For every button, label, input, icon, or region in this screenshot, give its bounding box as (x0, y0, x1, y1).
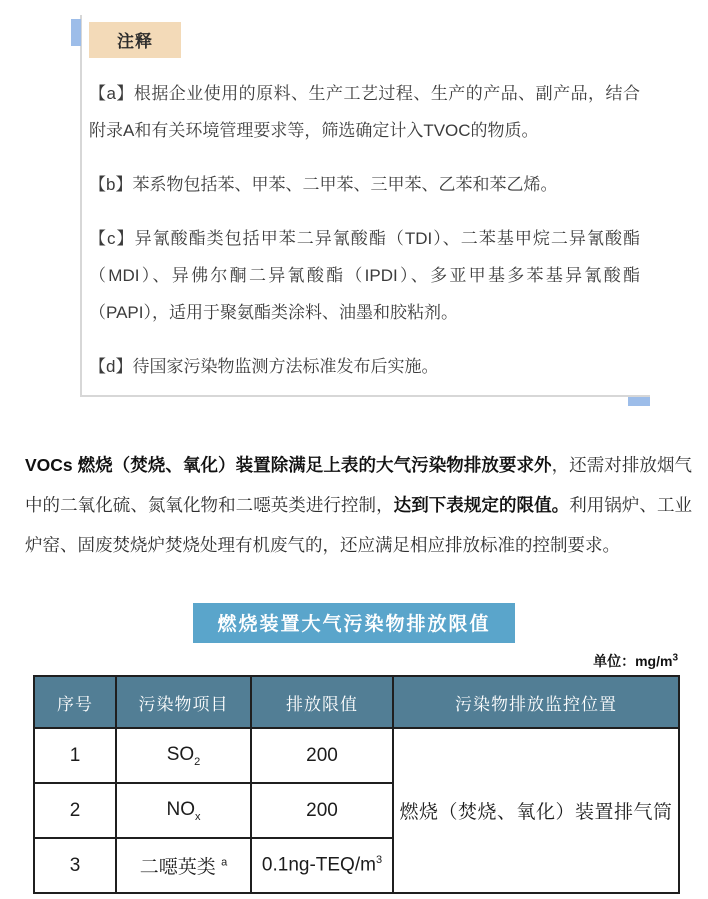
note-item-a (89, 75, 640, 149)
paragraph-bold-limit: 达到下表规定的限值。 (393, 495, 570, 515)
note-item-d (89, 348, 640, 385)
pollutant-subscript: 2 (194, 755, 201, 768)
cell-no-1: 1 (34, 728, 116, 783)
unit-superscript: 3 (672, 652, 678, 664)
cell-monitoring-location: 燃烧（焚烧、氧化）装置排气筒 (393, 728, 679, 893)
cell-no-3: 3 (34, 838, 116, 893)
pollutant-subscript: x (195, 810, 201, 823)
note-text-a: 根据企业使用的原料、生产工艺过程、生产的产品、副产品，结合附录A和有关环境管理要求等，筛选确定计入TVOC的物质。 (89, 84, 640, 140)
note-tag-a: 【a】 (89, 84, 134, 103)
pollutant-base: NO (166, 798, 195, 820)
note-tag-d: 【d】 (89, 357, 133, 376)
table-header-row (34, 676, 679, 728)
cell-limit-nox: 200 (251, 783, 393, 838)
limit-base: 0.1ng-TEQ/m (261, 854, 376, 876)
table-row (34, 728, 679, 783)
header-limit: 排放限值 (251, 676, 393, 728)
note-tag-b: 【b】 (89, 175, 133, 194)
note-tag-c: 【c】 (89, 229, 135, 248)
note-item-b (89, 166, 640, 203)
note-text-d: 待国家污染物监测方法标准发布后实施。 (132, 357, 439, 376)
pollutant-superscript: a (221, 856, 228, 869)
notes-label: 注释 (89, 22, 181, 58)
banner-row (0, 603, 708, 643)
limit-superscript: 3 (375, 854, 383, 867)
table-title-banner: 燃烧装置大气污染物排放限值 (193, 603, 514, 643)
header-pollutant: 污染物项目 (116, 676, 251, 728)
cell-pollutant-nox (116, 783, 251, 838)
cell-pollutant-so2 (116, 728, 251, 783)
header-no: 序号 (34, 676, 116, 728)
paragraph-bold-lead: VOCs 燃烧（焚烧、氧化）装置除满足上表的大气污染物排放要求外 (25, 455, 552, 475)
unit-text: 单位：mg/m (593, 653, 673, 669)
pollutant-base: SO (166, 743, 195, 765)
emission-limits-table (33, 675, 680, 894)
note-text-b: 苯系物包括苯、甲苯、二甲苯、三甲苯、乙苯和苯乙烯。 (132, 175, 558, 194)
cell-limit-so2: 200 (251, 728, 393, 783)
notes-box (80, 15, 650, 397)
accent-bar-bottom-right (628, 397, 650, 406)
note-item-c (89, 220, 640, 331)
header-location: 污染物排放监控位置 (393, 676, 679, 728)
cell-no-2: 2 (34, 783, 116, 838)
paragraph-normal-2: 利用锅炉、工业炉窑、固废焚烧炉焚烧处理有机废气的，还应满足相应排放标准的控制要求。 (25, 495, 693, 555)
paragraph-normal-1: ，还需对排放烟气中的二氧化硫、氮氧化物和二噁英类进行控制， (25, 455, 693, 515)
pollutant-base: 二噁英类 (139, 857, 216, 878)
note-text-c: 异氰酸酯类包括甲苯二异氰酸酯（TDI）、二苯基甲烷二异氰酸酯（MDI）、异佛尔酮二异氰酸酯（IPDI）、多亚甲基多苯基异氰酸酯（PAPI），适用于聚氨酯类涂料、油墨和胶粘剂。 (89, 229, 640, 322)
unit-label (33, 651, 678, 671)
accent-bar-top-left (71, 19, 81, 46)
cell-pollutant-dioxin (116, 838, 251, 893)
cell-limit-dioxin (251, 838, 393, 893)
vocs-paragraph (25, 445, 692, 565)
